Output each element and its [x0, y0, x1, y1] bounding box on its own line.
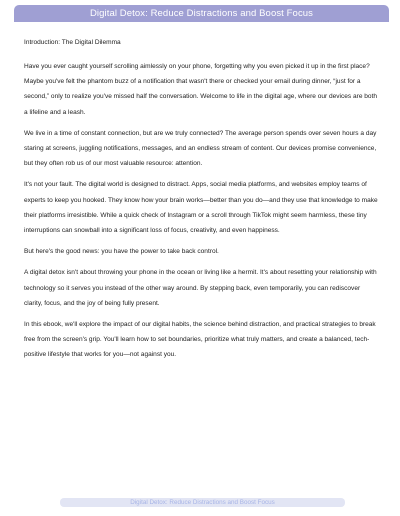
section-heading: Introduction: The Digital Dilemma [24, 39, 121, 46]
footer-title: Digital Detox: Reduce Distractions and Boost Focus [130, 499, 275, 506]
paragraph-3: It's not your fault. The digital world is designed to distract. Apps, social media platforms, and websites employ teams of experts to keep you hooked. They know how your brain works—better than you do—and they use that knowledge to make their platforms irresistible. While a quick check of Instagram or a scroll through TikTok might seem harmless, these tiny interruptions can snowball into a significant loss of focus, creativity, and even happiness. [24, 181, 378, 235]
header-banner [14, 5, 389, 22]
paragraph-6: In this ebook, we'll explore the impact of our digital habits, the science behind distraction, and practical strategies to break free from the screen's grip. You'll learn how to set boundaries, prioritize what truly matters, and create a balanced, tech-positive lifestyle that works for you—not against you. [24, 321, 376, 359]
paragraph-2: We live in a time of constant connection, but are we truly connected? The average person spends over seven hours a day staring at screens, juggling notifications, messages, and an endless stream of content. Our devices promise convenience, but they often rob us of our most valuable resource: attention. [24, 129, 377, 168]
paragraph-1: Have you ever caught yourself scrolling aimlessly on your phone, forgetting why you even picked it up in the first place? Maybe you've felt the phantom buzz of a notification that wasn't there or checked your email during dinner, “just for a second,” only to realize you've missed half the conversation. Welcome to life in the digital age, where our devices are both a lifeline and a leash. [24, 63, 378, 116]
footer-bar [60, 498, 345, 507]
paragraph-5: A digital detox isn't about throwing your phone in the ocean or living like a hermit. It's about resetting your relationship with technology so it serves you instead of the other way around. By stepping back, even temporarily, you can rediscover clarity, focus, and the joy of being fully present. [24, 269, 377, 307]
paragraph-4: But here's the good news: you have the power to take back control. [24, 248, 219, 256]
document-body [24, 38, 380, 369]
header-title: Digital Detox: Reduce Distractions and Boost Focus [89, 8, 314, 19]
